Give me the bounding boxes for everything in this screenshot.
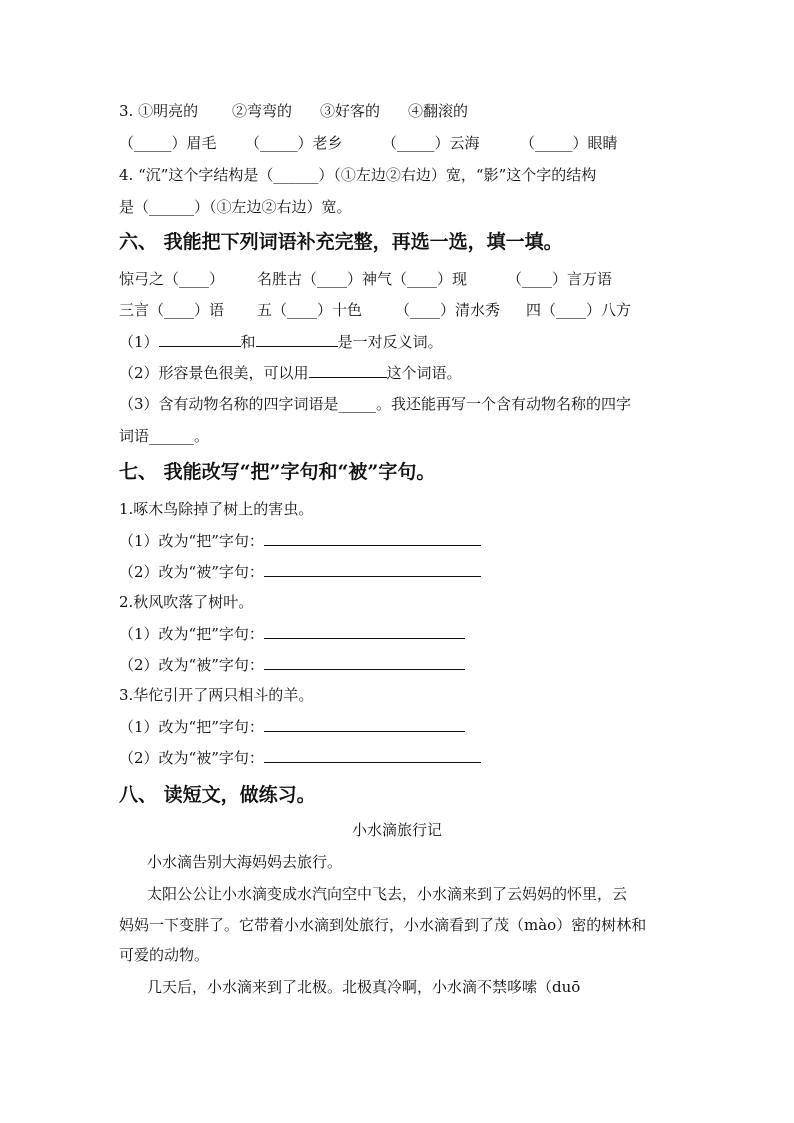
s6-question-3-line-2: 词语______。 — [119, 427, 210, 445]
s6-question-1 — [119, 331, 443, 352]
q3-blank-villager[interactable]: （_____）老乡 — [245, 134, 343, 152]
s7-sentence-3: 3.华佗引开了两只相斗的羊。 — [119, 686, 314, 704]
idiom-blank-4[interactable]: （____）言万语 — [507, 270, 613, 288]
s7-item-2-bei-answer-line[interactable] — [264, 654, 465, 670]
q3-blank-eyebrow[interactable]: （_____）眉毛 — [119, 134, 217, 152]
section-7-heading: 七、 我能改写“把”字句和“被”字句。 — [119, 461, 436, 483]
s7-sentence-2: 2.秋风吹落了树叶。 — [119, 593, 254, 611]
passage-paragraph-3-line-1: 几天后，小水滴来到了北极。北极真冷啊，小水滴不禁哆嗦（duō — [147, 978, 581, 996]
s6-q2-tail: 这个词语。 — [386, 364, 462, 382]
s7-item-2-ba — [119, 623, 465, 644]
passage-paragraph-2-line-1: 太阳公公让小水滴变成水汽向空中飞去，小水滴来到了云妈妈的怀里，云 — [147, 885, 628, 903]
s7-sentence-1: 1.啄木鸟除掉了树上的害虫。 — [119, 500, 314, 518]
s7-item-1-ba — [119, 530, 481, 551]
s7-item-2-bei-label: （2）改为“被”字句： — [119, 656, 264, 674]
s7-item-2-ba-answer-line[interactable] — [264, 623, 465, 639]
passage-paragraph-1: 小水滴告别大海妈妈去旅行。 — [147, 853, 343, 871]
q3-blank-cloud-sea[interactable]: （_____）云海 — [382, 134, 480, 152]
s6-q2-text: （2）形容景色很美，可以用 — [119, 364, 309, 382]
s6-question-3-line-1: （3）含有动物名称的四字词语是_____。我还能再写一个含有动物名称的四字 — [119, 395, 632, 413]
passage-paragraph-2-line-3: 可爱的动物。 — [119, 946, 210, 964]
s7-item-1-ba-answer-line[interactable] — [264, 530, 481, 546]
idiom-blank-6[interactable]: 五（____）十色 — [257, 301, 363, 319]
idiom-blank-7[interactable]: （____）清水秀 — [395, 301, 501, 319]
passage-paragraph-2-line-2: 妈妈一下变胖了。它带着小水滴到处旅行，小水滴看到了茂（mào）密的树林和 — [119, 916, 647, 934]
s7-item-3-bei — [119, 747, 481, 768]
s7-item-3-bei-label: （2）改为“被”字句： — [119, 749, 264, 767]
idiom-blank-1[interactable]: 惊弓之（____） — [119, 270, 225, 288]
idiom-blank-5[interactable]: 三言（____）语 — [119, 301, 225, 319]
s7-item-1-bei — [119, 561, 481, 582]
s6-q1-and: 和 — [240, 333, 256, 351]
s7-item-1-ba-label: （1）改为“把”字句： — [119, 532, 264, 550]
s7-item-2-bei — [119, 654, 465, 675]
q3-option-4: ④翻滚的 — [408, 102, 469, 120]
s7-item-3-ba — [119, 716, 465, 737]
q3-option-1: 3. ①明亮的 — [119, 102, 199, 120]
idiom-blank-8[interactable]: 四（____）八方 — [526, 301, 632, 319]
q3-blank-eyes[interactable]: （_____）眼睛 — [520, 134, 618, 152]
q3-option-3: ③好客的 — [320, 102, 381, 120]
idiom-blank-2-3[interactable]: 名胜古（____）神气（____）现 — [257, 270, 468, 288]
section-8-heading: 八、 读短文，做练习。 — [119, 784, 316, 806]
s6-q1-answer-line-1[interactable] — [159, 331, 241, 347]
s6-question-2 — [119, 362, 462, 383]
s7-item-3-ba-answer-line[interactable] — [264, 716, 465, 732]
q4-line-1: 4. “沉”这个字结构是（______）（①左边②右边）宽，“影”这个字的结构 — [119, 166, 597, 184]
s7-item-3-ba-label: （1）改为“把”字句： — [119, 718, 264, 736]
s6-q1-number: （1） — [119, 333, 159, 351]
s7-item-3-bei-answer-line[interactable] — [264, 747, 481, 763]
s6-q2-answer-line[interactable] — [309, 362, 387, 378]
s6-q1-answer-line-2[interactable] — [256, 331, 338, 347]
q4-line-2: 是（______）（①左边②右边）宽。 — [119, 198, 352, 216]
s7-item-1-bei-answer-line[interactable] — [264, 561, 481, 577]
section-6-heading: 六、 我能把下列词语补充完整，再选一选，填一填。 — [119, 231, 563, 253]
s7-item-1-bei-label: （2）改为“被”字句： — [119, 563, 264, 581]
s7-item-2-ba-label: （1）改为“把”字句： — [119, 625, 264, 643]
passage-title: 小水滴旅行记 — [351, 821, 442, 839]
q3-option-2: ②弯弯的 — [232, 102, 293, 120]
s6-q1-tail: 是一对反义词。 — [337, 333, 443, 351]
